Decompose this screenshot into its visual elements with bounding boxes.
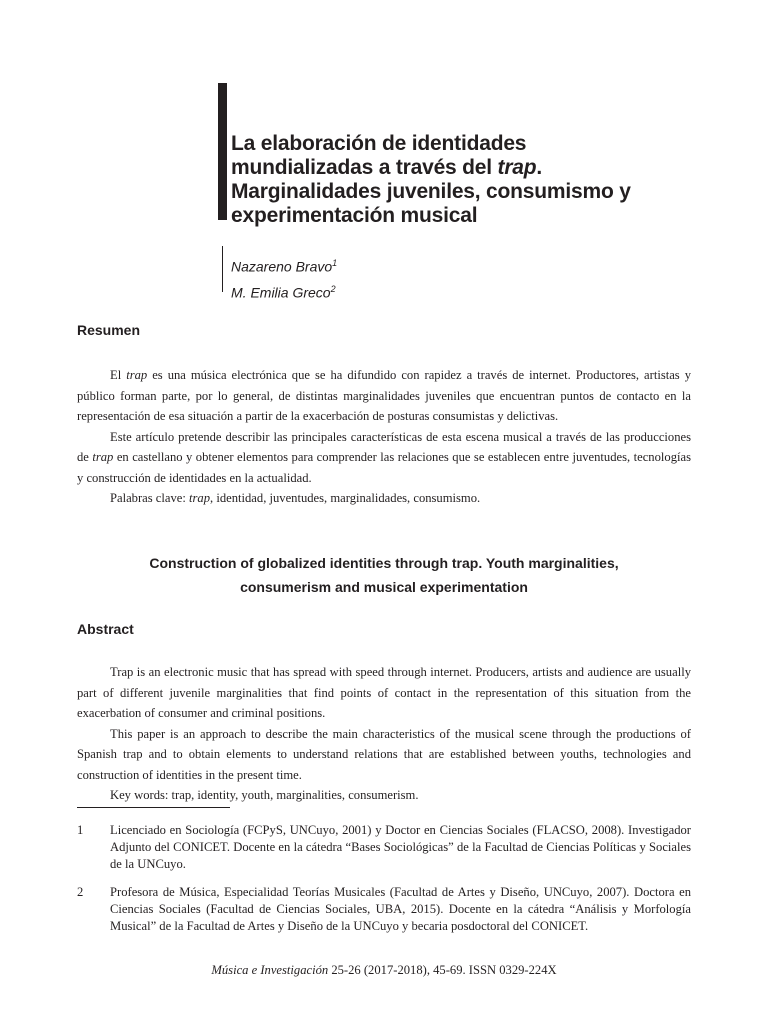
title-line-1: La elaboración de identidades <box>231 132 527 155</box>
journal-details: 25-26 (2017-2018), 45-69. ISSN 0329-224X <box>328 963 557 977</box>
title-trap-italic: trap <box>497 156 537 179</box>
title-line-2-end: . <box>536 156 543 179</box>
footnote-2 <box>77 884 691 936</box>
author-2-name: M. Emilia Greco <box>231 284 331 301</box>
abstract-keywords: Key words: trap, identity, youth, marginalities, consumerism. <box>110 788 419 802</box>
abstract-paragraph-1: Trap is an electronic music that has spread with speed through internet. Producers, artists and audience are usually part of different juvenile marginalities that find points of contact in the representation of this situation from the exacerbation of consumer and criminal positions. <box>77 665 691 720</box>
footnote-1-number: 1 <box>77 823 84 837</box>
footnotes <box>77 822 691 945</box>
english-title <box>77 551 691 599</box>
abstract-paragraph-2: This paper is an approach to describe the main characteristics of the musical scene through the productions of Spanish trap and to obtain elements to understand relations that are established between youths, technologies and construction of identities in the present time. <box>77 726 691 782</box>
title-line-2-text: mundializadas a través del <box>231 156 498 179</box>
abstract-body <box>77 662 691 806</box>
abstract-heading: Abstract <box>77 621 134 637</box>
footnote-ref-2[interactable]: 2 <box>330 283 336 294</box>
running-footer <box>0 963 768 978</box>
resumen-heading: Resumen <box>77 322 141 338</box>
english-title-line-1: Construction of globalized identities through trap. Youth marginalities, <box>149 555 619 571</box>
author-rule <box>222 246 223 292</box>
footnote-separator <box>77 807 230 808</box>
author-1-name: Nazareno Bravo <box>231 258 333 275</box>
resumen-body <box>77 365 691 509</box>
footnote-1-text: Licenciado en Sociología (FCPyS, UNCuyo, 2001) y Doctor en Ciencias Sociales (FLACSO, 2008). Investigador Adjunto del CONICET. Docente en la cátedra “Bases Sociológicas” de la Facultad de Ciencias Políticas y Sociales de la UNCuyo. <box>110 823 691 872</box>
journal-name: Música e Investigación <box>211 963 329 977</box>
resumen-paragraph-1: El trap es una música electrónica que se ha difundido con rapidez a través de internet. Productores, artistas y público forman parte, por lo general, de distintas marginalidades juveniles que encuentran puntos de contacto en la representación de esa situación a partir de la exacerbación de posturas consumistas y delictivas. <box>77 368 692 423</box>
english-title-line-2: consumerism and musical experimentation <box>240 579 528 595</box>
article-title <box>231 132 711 228</box>
footnote-1 <box>77 822 691 874</box>
footnote-2-number: 2 <box>77 884 84 899</box>
title-accent-bar <box>218 83 227 220</box>
author-2 <box>231 278 337 304</box>
resumen-paragraph-2: Este artículo pretende describir las principales características de esta escena musical a través de las producciones de trap en castellano y obtener elementos para comprender las relaciones que se establecen entre juventudes, tecnologías y construcción de identidades en la actualidad. <box>77 429 691 485</box>
title-line-3: Marginalidades juveniles, consumismo y <box>231 180 631 203</box>
author-1 <box>231 252 337 278</box>
resumen-keywords: Palabras clave: trap, identidad, juventudes, marginalidades, consumismo. <box>110 491 481 505</box>
author-list <box>231 252 337 303</box>
footnote-2-text: Profesora de Música, Especialidad Teorías Musicales (Facultad de Artes y Diseño, UNCuyo, 2007). Doctora en Ciencias Sociales (Facultad de Ciencias Sociales, UBA, 2015). Docente en la cátedra “Análisis y Morfología Musical” de la Facultad de Artes y Diseño de la UNCuyo y becaria posdoctoral del CONICET. <box>110 884 691 934</box>
footnote-ref-1[interactable]: 1 <box>332 258 338 268</box>
title-line-4: experimentación musical <box>231 204 478 227</box>
title-line-2 <box>231 156 711 180</box>
